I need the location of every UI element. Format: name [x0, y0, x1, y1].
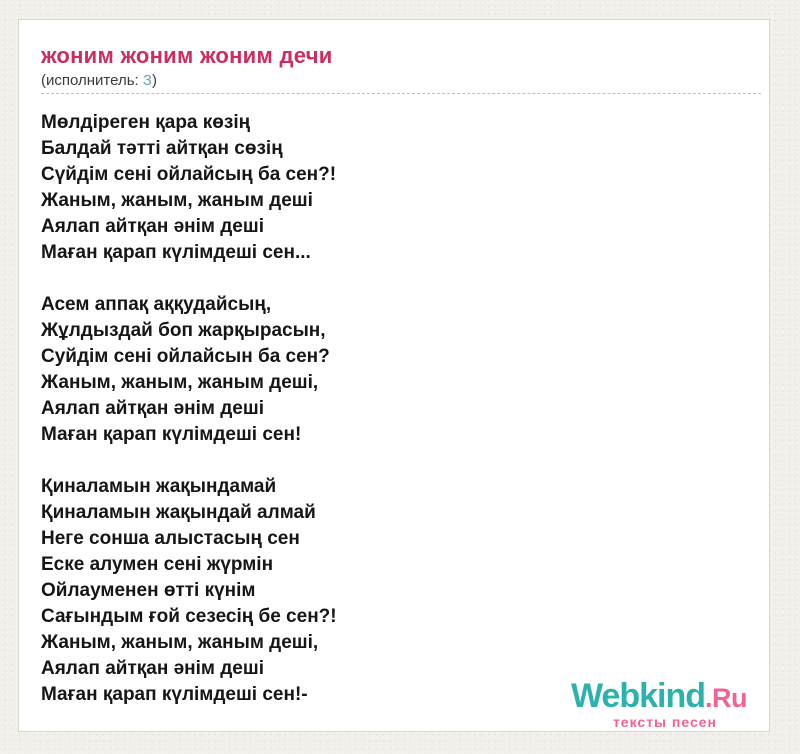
lyric-line: Асем аппақ аққудайсың,: [41, 294, 272, 315]
lyric-line: Ойлауменен өтті күнім: [41, 580, 256, 601]
lyric-line: Жаным, жаным, жаным деші: [41, 190, 313, 211]
lyric-line: Аялап айтқан әнім деші: [41, 398, 264, 419]
content-card: [18, 19, 770, 732]
performer-link[interactable]: З: [142, 72, 152, 89]
lyric-line: Мөлдіреген қара көзің: [41, 112, 251, 133]
webkind-logo[interactable]: [571, 679, 747, 729]
lyrics-text: [41, 110, 747, 708]
lyric-line: Сүйдім сені ойлайсың ба сен?!: [41, 164, 337, 185]
lyrics-stanza: [41, 474, 747, 708]
lyric-line: Аялап айтқан әнім деші: [41, 216, 264, 237]
lyric-line: Суйдім сені ойлайсын ба сен?: [41, 346, 330, 367]
lyric-line: Неге сонша алыстасың сен: [41, 528, 300, 549]
page-title: жоним жоним жоним дечи: [41, 43, 333, 68]
logo-brand-text: Webkind: [570, 677, 705, 715]
lyric-line: Қиналамын жақындамай: [41, 476, 277, 497]
lyric-line: Маған қарап күлімдеші сен...: [41, 242, 311, 263]
webkind-logo-wordmark: [571, 679, 747, 713]
lyric-line: Жаным, жаным, жаным деші,: [41, 632, 319, 653]
lyric-line: Балдай тәтті айтқан сөзің: [41, 138, 283, 159]
logo-tagline: тексты песен: [612, 714, 717, 730]
lyric-line: Еске алумен сені жүрмін: [41, 554, 274, 575]
lyrics-stanza: [41, 292, 747, 448]
performer-label: (исполнитель:: [41, 72, 143, 89]
lyric-line: Сағындым ғой сезесің бе сен?!: [41, 606, 337, 627]
dotted-divider: [41, 93, 761, 94]
lyric-line: Маған қарап күлімдеші сен!-: [41, 684, 308, 705]
performer-label-suffix: ): [151, 72, 157, 89]
lyric-line: Қиналамын жақындай алмай: [41, 502, 316, 523]
lyric-line: Жұлдыздай боп жарқырасын,: [41, 320, 326, 341]
lyric-line: Маған қарап күлімдеші сен!: [41, 424, 302, 445]
performer-line: [41, 72, 747, 90]
lyric-line: Аялап айтқан әнім деші: [41, 658, 264, 679]
logo-tld-text: .Ru: [705, 683, 747, 713]
lyric-line: Жаным, жаным, жаным деші,: [41, 372, 319, 393]
lyrics-stanza: [41, 110, 747, 266]
